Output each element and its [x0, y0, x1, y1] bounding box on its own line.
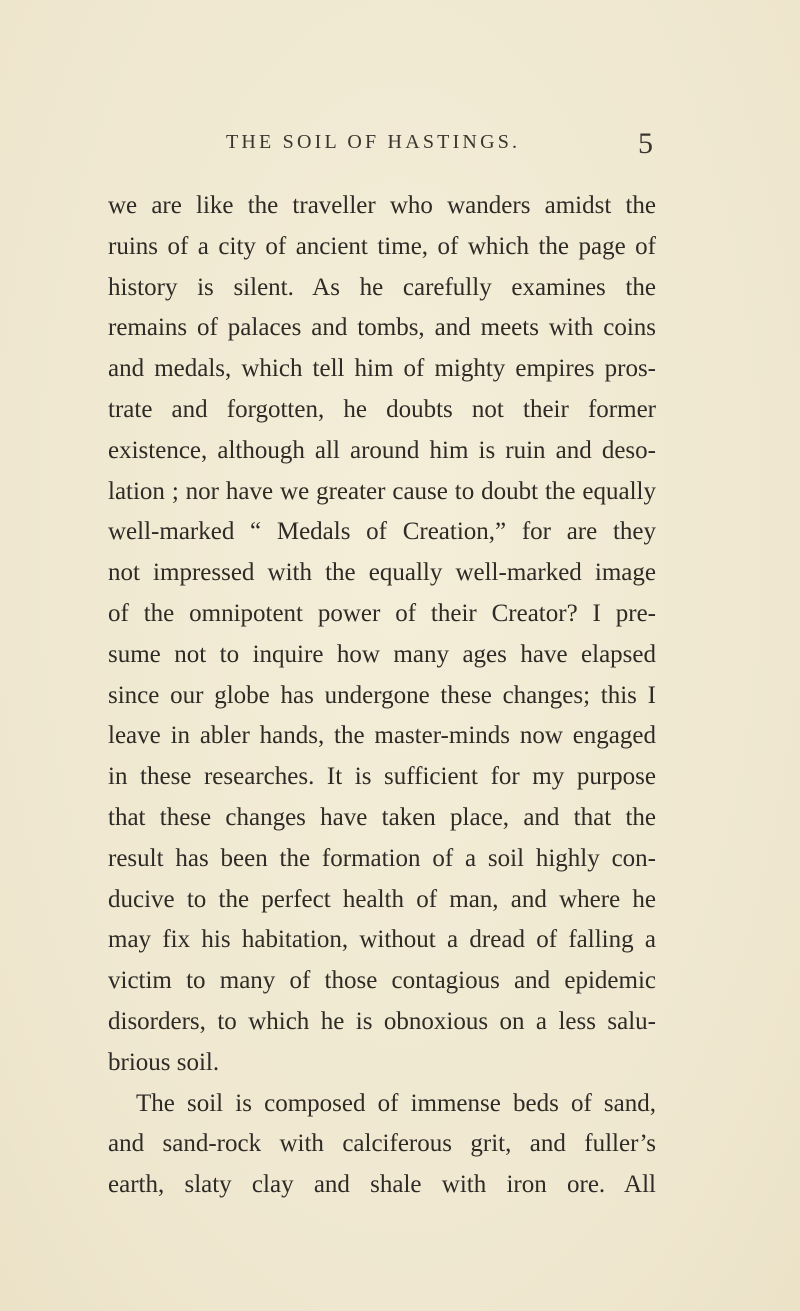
text-line: history is silent. As he carefully examines the — [108, 273, 656, 301]
text-line: existence, although all around him is ruin and deso- — [108, 436, 656, 464]
text-line: well-marked “ Medals of Creation,” for are they — [108, 518, 656, 546]
text-line: sume not to inquire how many ages have elapsed — [108, 640, 656, 668]
text-line: that these changes have taken place, and that the — [108, 803, 656, 831]
text-line: brious soil. — [108, 1048, 220, 1076]
text-line: we are like the traveller who wanders amidst the — [108, 192, 656, 219]
text-line: ruins of a city of ancient time, of which the page of — [108, 232, 656, 260]
text-line: ducive to the perfect health of man, and where he — [108, 885, 656, 913]
running-title: THE SOIL OF HASTINGS. — [226, 131, 521, 153]
text-line: of the omnipotent power of their Creator? I pre- — [108, 599, 656, 627]
text-line: result has been the formation of a soil highly con- — [108, 844, 656, 872]
body-text — [108, 186, 656, 1206]
text-line: earth, slaty clay and shale with iron ore. All — [108, 1171, 656, 1199]
text-line: The soil is composed of immense beds of sand, — [136, 1089, 656, 1117]
text-line: remains of palaces and tombs, and meets with coins — [108, 314, 656, 342]
text-line: leave in abler hands, the master-minds now engaged — [108, 722, 656, 750]
text-line: may fix his habitation, without a dread of falling a — [108, 926, 656, 954]
text-line: victim to many of those contagious and epidemic — [108, 967, 656, 995]
text-line: and sand-rock with calciferous grit, and fuller’s — [108, 1130, 656, 1158]
text-line: lation ; nor have we greater cause to doubt the equally — [108, 477, 656, 505]
text-line: not impressed with the equally well-marked image — [108, 559, 656, 587]
text-line: in these researches. It is sufficient for my purpose — [108, 763, 656, 791]
text-line: and medals, which tell him of mighty empires pros- — [108, 355, 656, 383]
text-line: since our globe has undergone these changes; this I — [108, 681, 656, 709]
text-line: disorders, to which he is obnoxious on a less salu- — [108, 1007, 656, 1035]
text-line: trate and forgotten, he doubts not their former — [108, 395, 656, 423]
running-head — [0, 127, 800, 163]
page-number: 5 — [638, 127, 653, 160]
